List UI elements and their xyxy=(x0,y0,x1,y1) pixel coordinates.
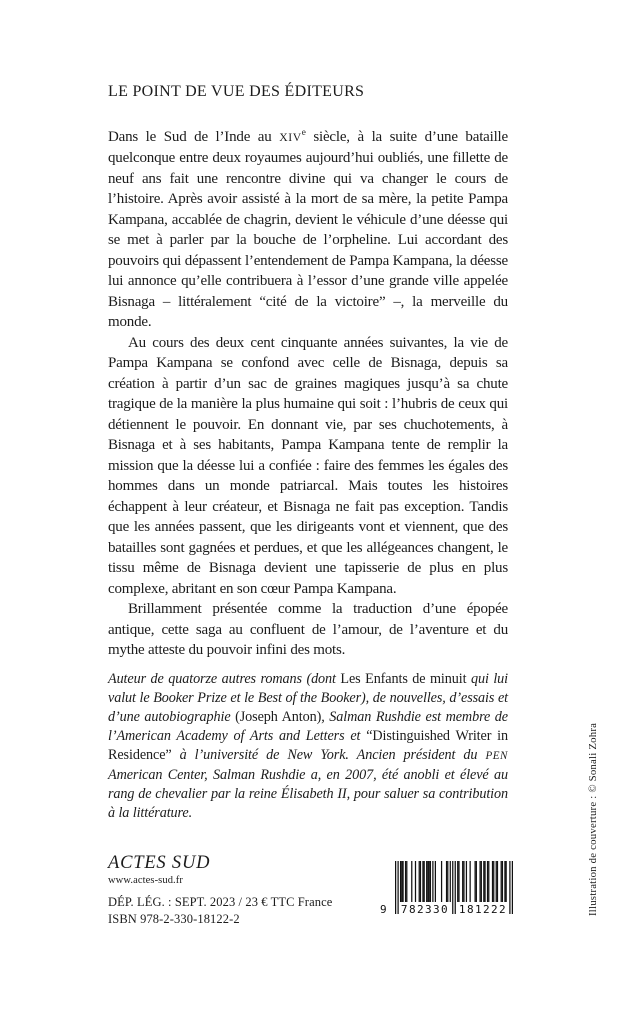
legal-deposit-line: DÉP. LÉG. : SEPT. 2023 / 23 € TTC France xyxy=(108,895,333,909)
text-segment: Les Enfants de minuit xyxy=(340,670,467,687)
text-segment: American Center, Salman Rushdie a, en 2007, été anobli et élevé au rang de chevalier par la reine Élisabeth II, pour saluer sa contribution à la littérature. xyxy=(108,766,508,821)
text-segment: siècle, à la suite d’une bataille quelconque entre deux royaumes aujourd’hui oubliés, une fillette de neuf ans fait une rencontre divine qui va changer le cours de l’histoire. Après avoir assisté à la mort de sa mère, la petite Pampa Kampana, accablée de chagrin, devient le véhicule d’une déesse qui se met à parler par la bouche de l’orpheline. Lui accordant des pouvoirs qui dépassent l’entendement de Pampa Kampana, la déesse lui annonce qu’elle contribuera à l’essor d’une grande ville appelée Bisnaga – littéralement “cité de la victoire” –, la merveille du monde. xyxy=(108,128,508,331)
synopsis xyxy=(108,127,508,661)
cover-illustration-credit: Illustration de couverture : © Sonali Zohra xyxy=(587,722,599,916)
text-segment: (Joseph Anton) xyxy=(235,708,322,725)
ean-barcode xyxy=(378,861,518,917)
text-segment: Au cours des deux cent cinquante années suivantes, la vie de Pampa Kampana se confond avec celle de Bisnaga, depuis sa création à partir d’un sac de graines magiques jusqu’à sa chute tragique de la manière la plus humaine qui soit : l’hubris de ceux qui détiennent le pouvoir. En donnant vie, par ses chuchotements, à Bisnaga et à ses habitants, Pampa Kampana tente de remplir la mission que la déesse lui a confiée : faire des femmes les égales des hommes dans un monde patriarcal. Mais toutes les histoires échappent à leur créateur, et Bisnaga ne fait pas exception. Tandis que les années passent, que les dirigeants vont et viennent, que des batailles sont gagnées et perdues, et que les allégeances changent, le tissu même de Bisnaga devient une tapisserie de plus en plus complexe, abritant en son cœur Pampa Kampana. xyxy=(108,334,508,597)
publisher-website: www.actes-sud.fr xyxy=(108,875,183,887)
publisher-logo: ACTES SUD xyxy=(108,853,211,873)
editorial-text-block xyxy=(108,84,508,823)
text-segment: , Salman Rushdie est membre de l’American Academy of Arts and Letters et xyxy=(108,708,508,744)
text-segment: qui lui valut le Booker Prize et le Best of the Booker), de nouvelles, d’essais et d’une autobiographie xyxy=(108,670,508,725)
publisher-block xyxy=(108,854,210,886)
text-segment: Brillamment présentée comme la traduction d’une épopée antique, cette saga au confluent de l’amour, de l’aventure et du mythe atteste du pouvoir infini des mots. xyxy=(108,601,508,659)
legal-block xyxy=(108,894,332,928)
synopsis-paragraph xyxy=(108,333,508,600)
barcode-left-digits: 782330 xyxy=(400,903,450,916)
author-note xyxy=(108,670,508,823)
text-segment: à l’université de New York. Ancien président du xyxy=(171,746,486,763)
page-title: LE POINT DE VUE DES ÉDITEURS xyxy=(108,83,365,100)
synopsis-paragraph xyxy=(108,127,508,333)
barcode-lead-digit: 9 xyxy=(380,903,389,916)
text-segment: “Distinguished Writer in Residence” xyxy=(108,727,509,763)
text-segment: Dans le Sud de l’Inde au xyxy=(108,128,280,145)
text-segment: PEN xyxy=(485,749,508,762)
text-segment: e xyxy=(301,127,306,138)
synopsis-paragraph xyxy=(108,599,508,661)
barcode-right-digits: 181222 xyxy=(458,903,508,916)
isbn-line: ISBN 978-2-330-18122-2 xyxy=(108,912,240,926)
text-segment: XIV xyxy=(279,130,302,144)
text-segment: Auteur de quatorze autres romans (dont xyxy=(108,670,341,687)
